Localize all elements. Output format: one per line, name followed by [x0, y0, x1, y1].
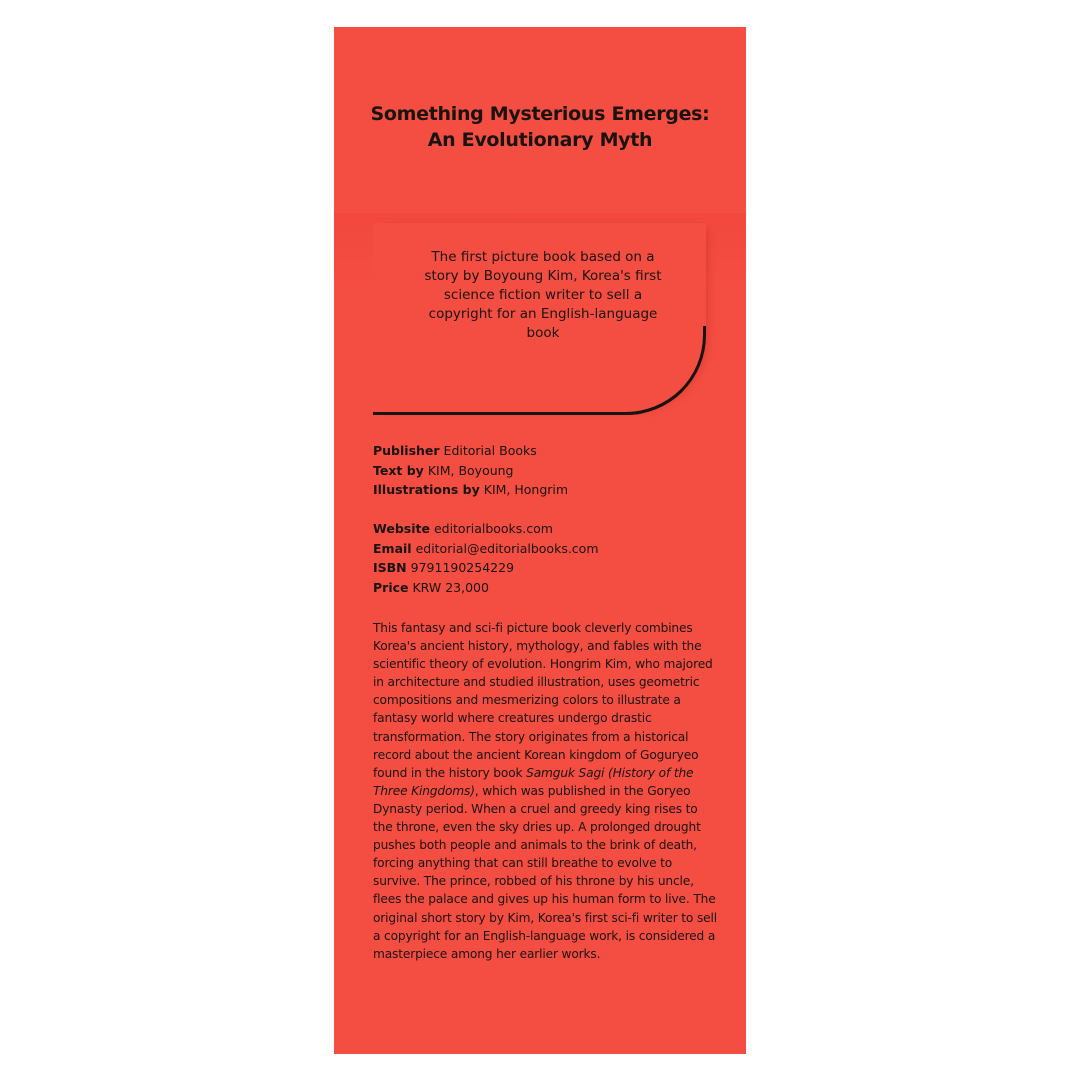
price-value: KRW 23,000 — [412, 579, 489, 595]
credit-text-by — [373, 461, 568, 481]
book-info-card — [334, 27, 746, 1054]
detail-isbn — [373, 558, 599, 578]
publisher-value: Editorial Books — [443, 443, 537, 458]
website-value[interactable]: editorialbooks.com — [433, 521, 553, 536]
callout-text: The first picture book based on a story by Boyoung Kim, Korea's first science fiction writer to sell a copyright for an English-language book — [424, 249, 662, 341]
credits-block — [373, 441, 568, 500]
detail-website — [373, 519, 599, 539]
title-line-2: An Evolutionary Myth — [427, 129, 653, 151]
title-line-1: Something Mysterious Emerges: — [370, 103, 710, 125]
highlight-callout — [373, 223, 706, 415]
isbn-label: ISBN — [373, 560, 407, 575]
price-label: Price — [373, 579, 409, 595]
email-label: Email — [373, 540, 412, 556]
website-label: Website — [373, 521, 430, 536]
description-part-1: This fantasy and sci-fi picture book cleverly combines Korea's ancient history, mythology, and fables with the scientific theory of evolution. Hongrim Kim, who majored in architecture and studied illustration, uses geometric compositions and mesmerizing colors to illustrate a fantasy world where creatures undergo drastic transformation. The story originates from a historical record about the ancient Korean kingdom of Goguryeo found in the history book — [373, 621, 713, 780]
email-value[interactable]: editorial@editorialbooks.com — [415, 540, 599, 556]
illustrations-value: KIM, Hongrim — [483, 482, 569, 497]
text-by-value: KIM, Boyoung — [427, 462, 514, 478]
description-book-title: Samguk Sagi (History of the Three Kingdoms) — [373, 765, 694, 798]
text-by-label: Text by — [373, 462, 424, 478]
credit-illustrations-by — [373, 480, 568, 500]
publisher-label: Publisher — [373, 443, 440, 458]
detail-email — [373, 539, 599, 559]
details-block — [373, 519, 599, 597]
illustrations-label: Illustrations by — [373, 482, 480, 497]
credit-publisher — [373, 441, 568, 461]
description-part-2: , which was published in the Goryeo Dynasty period. When a cruel and greedy king rises to the throne, even the sky dries up. A prolonged drought pushes both people and animals to the brink of death, forcing anything that can still breathe to evolve to survive. The prince, robbed of his throne by his uncle, flees the palace and gives up his human form to live. The original short story by Kim, Korea's first sci-fi writer to sell a copyright for an English-language work, is considered a masterpiece among her earlier works. — [373, 783, 717, 961]
description-paragraph — [373, 619, 718, 963]
detail-price — [373, 578, 599, 598]
isbn-value: 9791190254229 — [410, 560, 515, 575]
page-title — [334, 101, 746, 153]
